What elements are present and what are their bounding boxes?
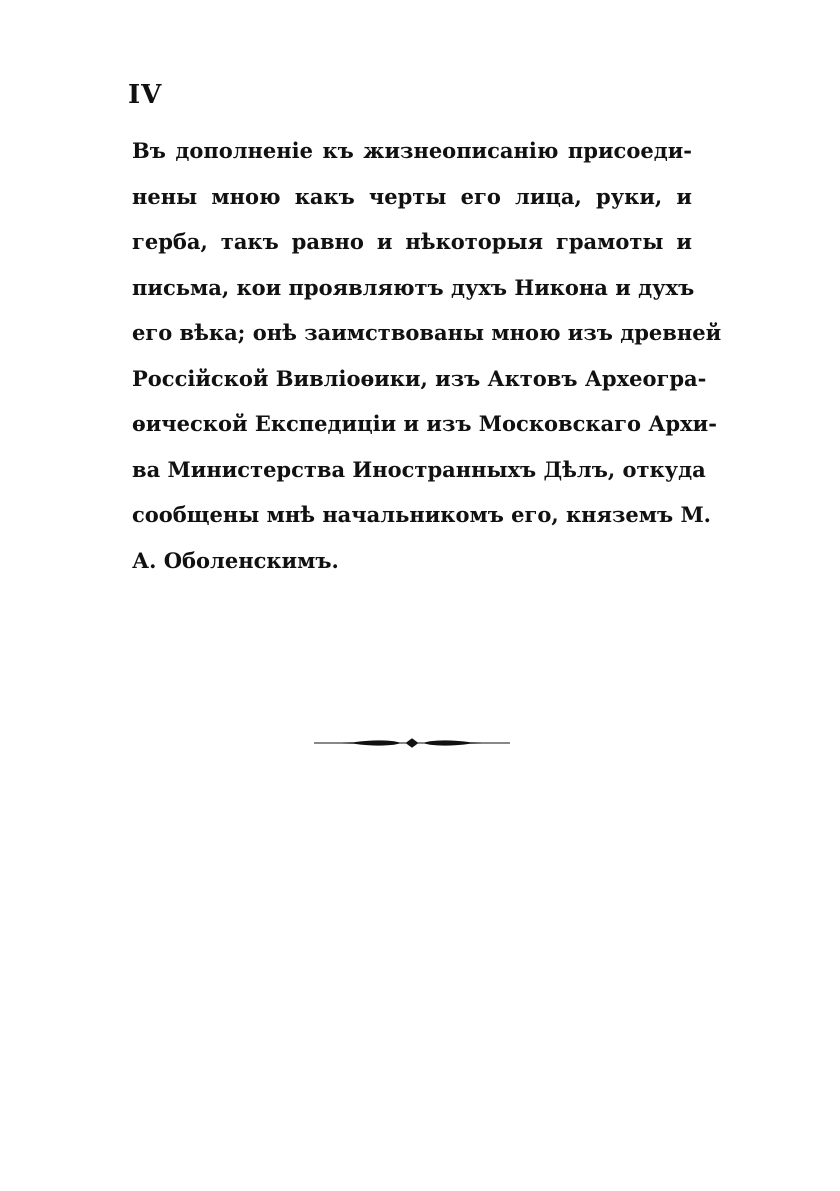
text-line: герба, такъ равно и нѣкоторыя грамоты и <box>132 229 692 254</box>
text-line: А. Оболенскимъ. <box>132 547 339 573</box>
text-line: сообщены мнѣ начальникомъ его, княземъ М. <box>132 502 711 527</box>
text-line: Въ дополненіе къ жизнеописанію присоеди- <box>132 138 692 163</box>
ornament-divider-icon <box>314 734 510 752</box>
text-line: ѳической Експедиціи и изъ Московскаго Архи- <box>132 411 717 436</box>
text-line: его вѣка; онѣ заимствованы мною изъ древней <box>132 320 722 345</box>
text-line: ва Министерства Иностранныхъ Дѣлъ, откуда <box>132 456 706 482</box>
text-line: Россійской Вивліоѳики, изъ Актовъ Археогра- <box>132 365 707 391</box>
page-number: IV <box>128 80 163 110</box>
body-paragraph <box>132 128 722 583</box>
text-line: нены мною какъ черты его лица, руки, и <box>132 183 692 209</box>
text-line: письма, кои проявляютъ духъ Никона и духъ <box>132 274 695 300</box>
